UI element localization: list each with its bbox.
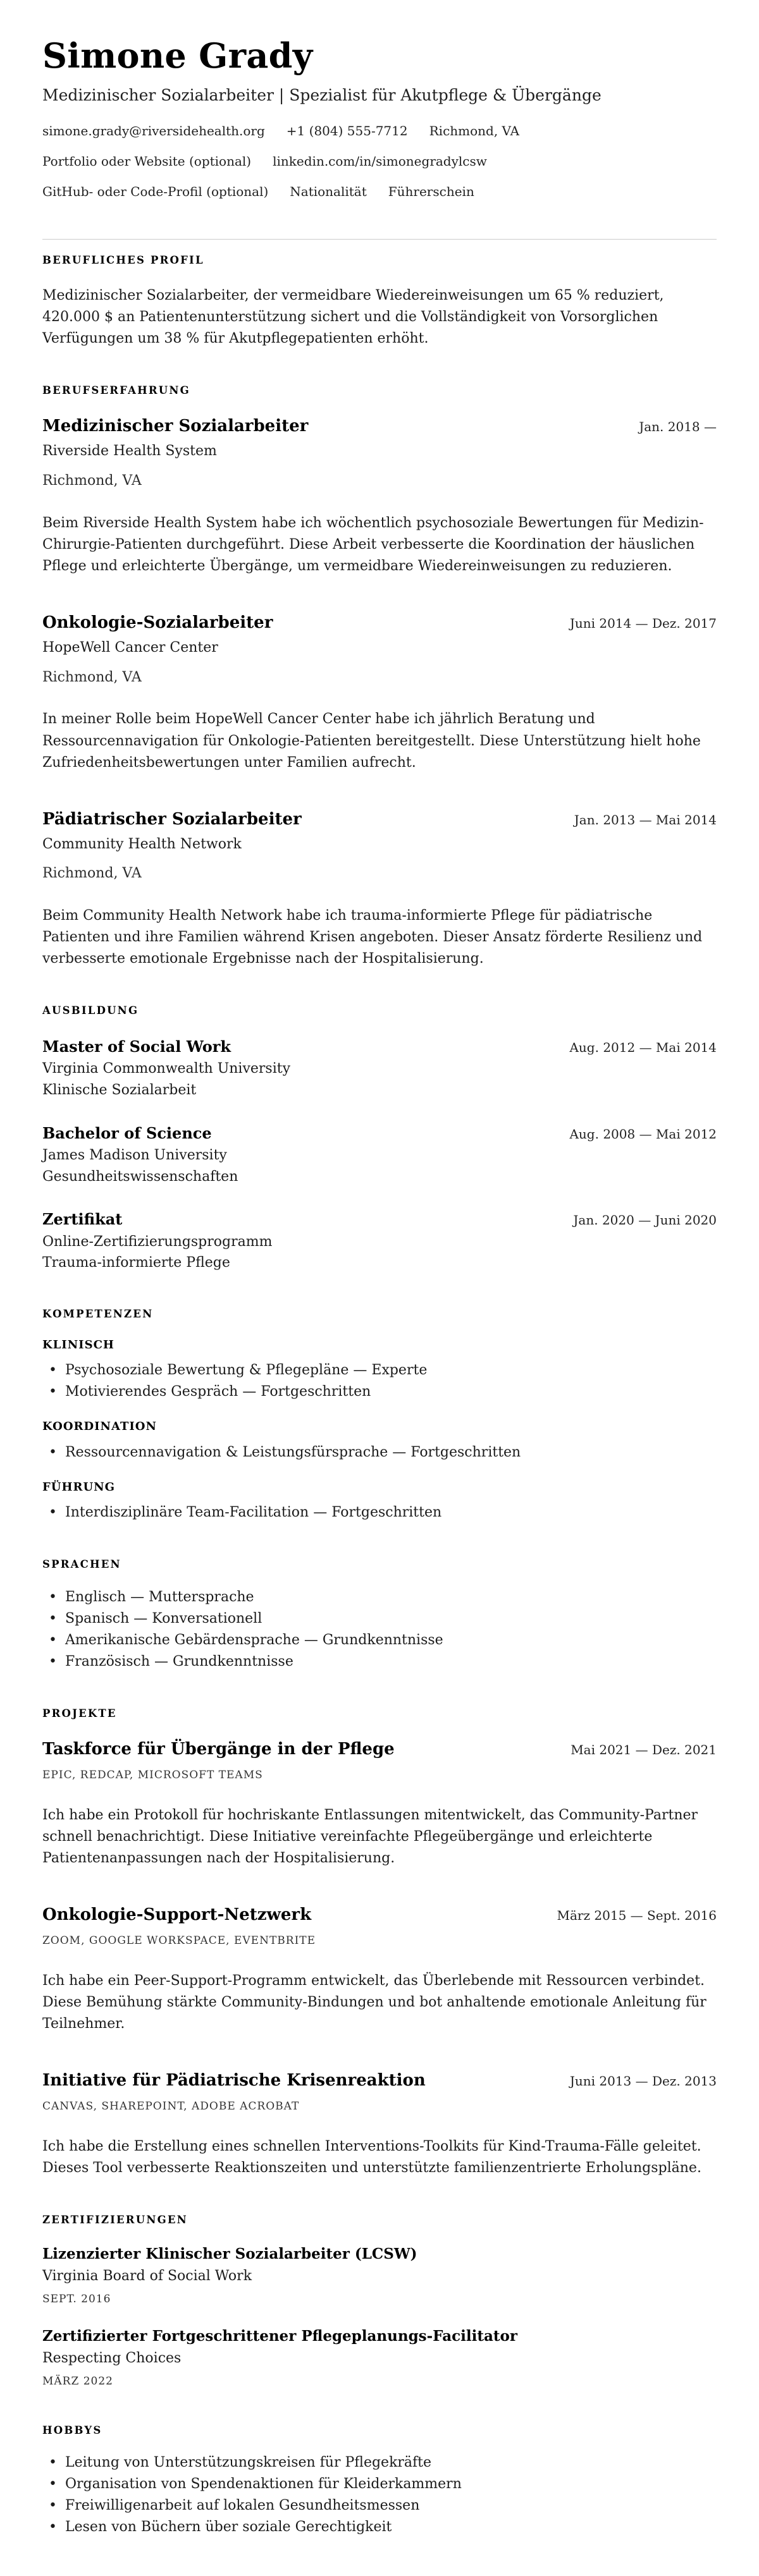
job-title: Onkologie-Sozialarbeiter (42, 613, 273, 633)
project-entry (42, 1905, 717, 2035)
hobby-item: • Freiwilligenarbeit auf lokalen Gesundheitsmessen (42, 2495, 717, 2517)
job-company: HopeWell Cancer Center (42, 639, 218, 656)
section-experience (42, 384, 717, 970)
contact-phone: +1 (804) 555-7712 (286, 123, 408, 139)
project-description: Ich habe ein Peer-Support-Programm entwickelt, das Überlebende mit Ressourcen verbindet. Diese Bemühung stärkte Community-Bindungen und bot anhaltende emotionale Anleitung für Teilnehmer. (42, 1972, 707, 2032)
job-description: Beim Riverside Health System habe ich wöchentlich psychosoziale Bewertungen für Medizin-Chirurgie-Patienten durchgeführt. Diese Arbeit verbesserte die Koordination der häuslichen Pflege und erleichterte Übergänge, um vermeidbare Wiedereinweisungen zu reduzieren. (42, 515, 704, 574)
project-entry-header (42, 1739, 717, 1761)
job-company: Riverside Health System (42, 443, 217, 460)
language-item: • Englisch — Muttersprache (42, 1587, 717, 1608)
project-title: Onkologie-Support-Netzwerk (42, 1905, 312, 1925)
education-entry-header (42, 1037, 717, 1056)
language-list (42, 1587, 717, 1673)
contact-github: GitHub- oder Code-Profil (optional) (42, 184, 269, 200)
hobby-item: • Organisation von Spendenaktionen für Kleiderkammern (42, 2474, 717, 2495)
education-dates: Jan. 2020 — Juni 2020 (573, 1212, 717, 1228)
certification-entry (42, 2244, 717, 2307)
education-school: Online-Zertifizierungsprogramm (42, 1233, 273, 1250)
language-item: • Amerikanische Gebärdensprache — Grundkenntnisse (42, 1630, 717, 1651)
education-entry (42, 1209, 717, 1273)
contact-row-2 (42, 152, 717, 171)
certification-issuer: Virginia Board of Social Work (42, 2268, 252, 2285)
experience-entry-header (42, 613, 717, 634)
language-item: • Französisch — Grundkenntnisse (42, 1651, 717, 1673)
skill-group-name: KLINISCH (42, 1338, 114, 1352)
education-school: Virginia Commonwealth University (42, 1061, 291, 1077)
skill-group-name: KOORDINATION (42, 1420, 157, 1434)
section-languages (42, 1558, 717, 1673)
section-heading-languages: SPRACHEN (42, 1558, 121, 1571)
skill-list (42, 1360, 717, 1403)
hobby-list (42, 2452, 717, 2538)
project-entry (42, 2070, 717, 2179)
language-item: • Spanisch — Konversationell (42, 1608, 717, 1630)
experience-entry-header (42, 416, 717, 437)
project-title: Taskforce für Übergänge in der Pflege (42, 1740, 395, 1759)
skill-group-name: FÜHRUNG (42, 1480, 115, 1494)
section-heading-projects: PROJEKTE (42, 1707, 117, 1719)
education-dates: Aug. 2012 — Mai 2014 (569, 1039, 717, 1055)
contact-drivers-license: Führerschein (388, 184, 474, 200)
contact-block (42, 121, 717, 201)
certification-date: SEPT. 2016 (42, 2293, 111, 2306)
person-title: Medizinischer Sozialarbeiter | Spezialist für Akutpflege & Übergänge (42, 86, 602, 105)
project-entry (42, 1739, 717, 1869)
job-location: Richmond, VA (42, 472, 142, 489)
certification-issuer: Respecting Choices (42, 2350, 182, 2367)
certification-date: MÄRZ 2022 (42, 2374, 113, 2388)
experience-entry (42, 416, 717, 577)
section-heading-experience: BERUFSERFAHRUNG (42, 384, 190, 396)
project-title: Initiative für Pädiatrische Krisenreaktion (42, 2071, 426, 2091)
hobby-item: • Leitung von Unterstützungskreisen für Pflegekräfte (42, 2452, 717, 2474)
skill-list (42, 1442, 717, 1463)
hobby-item: • Lesen von Büchern über soziale Gerechtigkeit (42, 2517, 717, 2538)
job-dates: Juni 2014 — Dez. 2017 (569, 616, 717, 632)
section-heading-certifications: ZERTIFIZIERUNGEN (42, 2213, 188, 2226)
experience-entry (42, 613, 717, 774)
person-name: Simone Grady (42, 35, 313, 76)
contact-location: Richmond, VA (429, 123, 520, 139)
contact-portfolio: Portfolio oder Website (optional) (42, 154, 252, 169)
education-entry-header (42, 1123, 717, 1143)
header-divider (42, 239, 717, 240)
job-location: Richmond, VA (42, 669, 142, 685)
education-degree: Zertifikat (42, 1210, 123, 1229)
job-description: In meiner Rolle beim HopeWell Cancer Center habe ich jährlich Beratung und Ressourcennavigation für Onkologie-Patienten bereitgestellt. Diese Unterstützung hielt hohe Zufriedenheitsbewertungen unter Familien aufrecht. (42, 711, 701, 771)
project-tools: CANVAS, SHAREPOINT, ADOBE ACROBAT (42, 2099, 300, 2113)
contact-nationality: Nationalität (290, 184, 367, 200)
project-description: Ich habe ein Protokoll für hochriskante Entlassungen mitentwickelt, das Community-Partner schnell benachrichtigt. Diese Initiative vereinfachte Pflegeübergänge und erleichterte Patientenanpassungen nach der Hospitalisierung. (42, 1807, 698, 1867)
section-projects (42, 1707, 717, 2179)
section-certifications (42, 2213, 717, 2390)
education-entry-header (42, 1209, 717, 1229)
contact-row-3 (42, 182, 717, 201)
project-dates: Mai 2021 — Dez. 2021 (571, 1742, 717, 1758)
job-dates: Jan. 2013 — Mai 2014 (574, 812, 717, 827)
experience-entry (42, 809, 717, 970)
education-degree: Bachelor of Science (42, 1123, 212, 1142)
project-tools: EPIC, REDCAP, MICROSOFT TEAMS (42, 1769, 263, 1782)
section-hobbies (42, 2424, 717, 2539)
certification-name: Lizenzierter Klinischer Sozialarbeiter (LCSW) (42, 2245, 417, 2263)
job-description: Beim Community Health Network habe ich trauma-informierte Pflege für pädiatrische Patienten und ihre Familien während Krisen angeboten. Dieser Ansatz förderte Resilienz und verbesserte emotionale Ergebnisse nach der Hospitalisierung. (42, 908, 703, 967)
job-location: Richmond, VA (42, 865, 142, 882)
skill-item: • Motivierendes Gespräch — Fortgeschritten (42, 1381, 717, 1403)
skill-item: • Psychosoziale Bewertung & Pflegepläne — Experte (42, 1360, 717, 1381)
project-entry-header (42, 1905, 717, 1926)
job-dates: Jan. 2018 — (639, 419, 717, 435)
education-field: Gesundheitswissenschaften (42, 1168, 238, 1185)
education-entry (42, 1037, 717, 1101)
resume-header (42, 37, 717, 201)
profile-summary: Medizinischer Sozialarbeiter, der vermeidbare Wiedereinweisungen um 65 % reduziert, 420.000 $ an Patientenunterstützung sichert und die Vollständigkeit von Vorsorglichen Verfügungen um 38 % für Akutpflegepatienten erhöht. (42, 287, 664, 346)
certification-name: Zertifizierter Fortgeschrittener Pflegeplanungs-Facilitator (42, 2328, 517, 2345)
education-field: Klinische Sozialarbeit (42, 1082, 197, 1098)
section-heading-skills: KOMPETENZEN (42, 1308, 154, 1321)
education-entry (42, 1123, 717, 1187)
contact-row-1 (42, 121, 717, 140)
skill-list (42, 1502, 717, 1523)
project-entry-header (42, 2070, 717, 2092)
certification-entry (42, 2326, 717, 2390)
section-heading-education: AUSBILDUNG (42, 1004, 139, 1017)
education-dates: Aug. 2008 — Mai 2012 (569, 1126, 717, 1142)
education-degree: Master of Social Work (42, 1037, 231, 1056)
contact-linkedin: linkedin.com/in/simonegradylcsw (273, 154, 487, 169)
section-education (42, 1004, 717, 1273)
contact-email: simone.grady@riversidehealth.org (42, 123, 265, 139)
project-dates: Juni 2013 — Dez. 2013 (569, 2073, 717, 2089)
section-heading-hobbies: HOBBYS (42, 2424, 102, 2436)
experience-entry-header (42, 809, 717, 831)
job-company: Community Health Network (42, 836, 242, 852)
job-title: Medizinischer Sozialarbeiter (42, 417, 309, 436)
job-title: Pädiatrischer Sozialarbeiter (42, 809, 302, 829)
education-field: Trauma-informierte Pflege (42, 1255, 230, 1271)
section-heading-profile: BERUFLICHES PROFIL (42, 254, 204, 267)
skill-item: • Ressourcennavigation & Leistungsfürsprache — Fortgeschritten (42, 1442, 717, 1463)
project-tools: ZOOM, GOOGLE WORKSPACE, EVENTBRITE (42, 1934, 316, 1948)
project-description: Ich habe die Erstellung eines schnellen Interventions-Toolkits für Kind-Trauma-Fälle geleitet. Dieses Tool verbesserte Reaktionszeiten und unterstützte familienzentrierte Erholungspläne. (42, 2138, 701, 2176)
section-skills (42, 1307, 717, 1523)
project-dates: März 2015 — Sept. 2016 (557, 1908, 717, 1924)
skill-item: • Interdisziplinäre Team-Facilitation — Fortgeschritten (42, 1502, 717, 1523)
section-profile (42, 253, 717, 350)
education-school: James Madison University (42, 1147, 227, 1163)
